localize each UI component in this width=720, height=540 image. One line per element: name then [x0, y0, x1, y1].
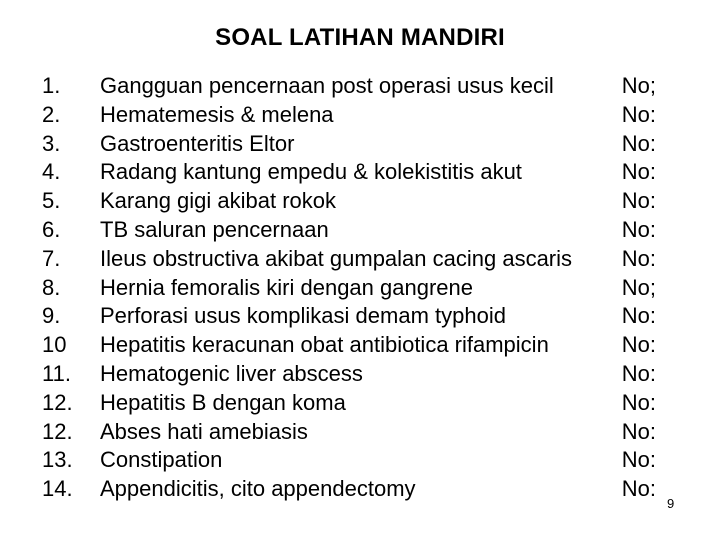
item-number: 10 [42, 332, 67, 358]
item-number: 8. [42, 274, 61, 300]
item-code: No: [621, 332, 656, 358]
list-item [42, 187, 662, 216]
item-text: Hematemesis & melena [100, 101, 334, 127]
list-item [42, 274, 662, 303]
list-item [42, 245, 662, 274]
item-code: No: [621, 188, 656, 214]
item-code: No: [621, 303, 656, 329]
list-item [42, 130, 662, 159]
item-text: Karang gigi akibat rokok [100, 188, 337, 214]
list-item [42, 101, 662, 130]
item-number: 11. [42, 360, 71, 386]
list-item [42, 446, 662, 475]
item-number: 7. [42, 245, 61, 271]
item-text: Perforasi usus komplikasi demam typhoid [100, 303, 506, 329]
item-number: 12. [42, 418, 73, 444]
item-code: No: [621, 389, 656, 415]
item-text: Radang kantung empedu & kolekistitis akut [100, 159, 522, 185]
item-code: No: [621, 447, 656, 473]
item-text: Gangguan pencernaan post operasi usus kecil [100, 73, 554, 98]
item-code: No: [621, 418, 656, 444]
item-number: 3. [42, 130, 61, 156]
item-text: Hernia femoralis kiri dengan gangrene [100, 274, 473, 300]
item-code: No: [621, 245, 656, 271]
list-item [42, 158, 662, 187]
page-number: 9 [667, 496, 675, 511]
item-text: Hematogenic liver abscess [100, 360, 363, 386]
item-code: No: [621, 476, 656, 502]
item-code: No: [621, 159, 656, 185]
list-item [42, 418, 662, 447]
item-text: Appendicitis, cito appendectomy [100, 476, 416, 502]
list-item [42, 216, 662, 245]
item-number: 5. [42, 188, 61, 214]
item-number: 2. [42, 101, 61, 127]
list-item [42, 302, 662, 331]
item-number: 4. [42, 159, 61, 185]
item-text: Ileus obstructiva akibat gumpalan cacing ascaris [100, 245, 573, 271]
item-number: 6. [42, 216, 61, 242]
item-code: No; [621, 274, 656, 300]
item-number: 12. [42, 389, 73, 415]
item-text: Abses hati amebiasis [100, 418, 308, 444]
item-text: Constipation [100, 447, 223, 473]
item-code: No: [621, 101, 656, 127]
list-item [42, 72, 662, 101]
slide-title: SOAL LATIHAN MANDIRI [215, 24, 505, 51]
item-code: No: [621, 130, 656, 156]
item-code: No: [621, 360, 656, 386]
list-item [42, 331, 662, 360]
item-number: 14. [42, 476, 73, 502]
item-text: Gastroenteritis Eltor [100, 130, 295, 156]
item-text: TB saluran pencernaan [100, 216, 329, 242]
exercise-list [42, 72, 662, 504]
item-number: 13. [42, 447, 73, 473]
item-code: No: [621, 216, 656, 242]
list-item [42, 389, 662, 418]
item-number: 9. [42, 303, 61, 329]
item-text: Hepatitis B dengan koma [100, 389, 346, 415]
list-item [42, 475, 662, 504]
item-text: Hepatitis keracunan obat antibiotica rifampicin [100, 332, 549, 358]
item-number: 1. [42, 73, 61, 98]
list-item [42, 360, 662, 389]
item-code: No; [621, 73, 656, 98]
